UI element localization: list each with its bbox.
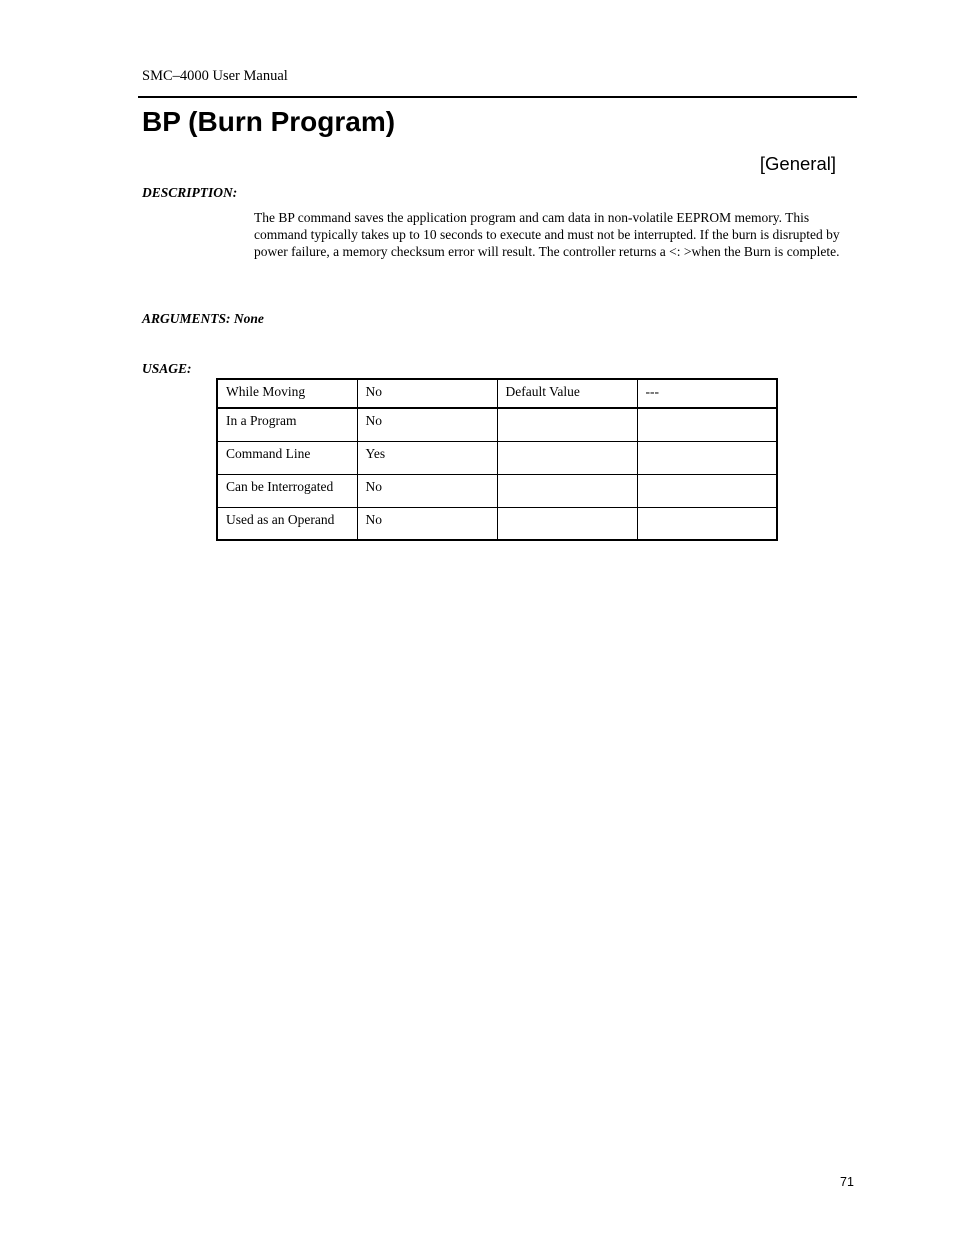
table-row	[217, 441, 777, 474]
table-cell	[637, 441, 777, 474]
table-cell: Command Line	[217, 441, 357, 474]
page-number: 71	[840, 1175, 854, 1189]
table-cell: No	[357, 408, 497, 441]
table-cell	[497, 474, 637, 507]
table-cell	[497, 507, 637, 540]
header-rule	[138, 96, 857, 98]
table-row	[217, 474, 777, 507]
arguments-label: ARGUMENTS: None	[142, 311, 264, 326]
table-cell	[497, 441, 637, 474]
table-cell: No	[357, 507, 497, 540]
table-row	[217, 507, 777, 540]
table-row	[217, 408, 777, 441]
table-cell	[637, 408, 777, 441]
table-cell: ---	[637, 379, 777, 408]
table-cell: No	[357, 379, 497, 408]
usage-label: USAGE:	[142, 361, 192, 376]
table-cell: Yes	[357, 441, 497, 474]
running-header: SMC–4000 User Manual	[142, 68, 288, 84]
table-cell	[637, 507, 777, 540]
table-cell: Default Value	[497, 379, 637, 408]
table-cell: While Moving	[217, 379, 357, 408]
table-cell	[497, 408, 637, 441]
table-cell	[637, 474, 777, 507]
description-text: The BP command saves the application program and cam data in non-volatile EEPROM memory. This command typically takes up to 10 seconds to execute and must not be interrupted. If the burn is disrupted by power failure, a memory checksum error will result. The controller returns a <: >when the Burn is complete.	[254, 210, 840, 259]
page-title: BP (Burn Program)	[142, 106, 396, 137]
description-label: DESCRIPTION:	[142, 185, 238, 200]
table-cell: Can be Interrogated	[217, 474, 357, 507]
usage-table	[216, 378, 778, 541]
table-row	[217, 379, 777, 408]
table-cell: In a Program	[217, 408, 357, 441]
table-cell: No	[357, 474, 497, 507]
command-category: [General]	[759, 153, 836, 174]
table-cell: Used as an Operand	[217, 507, 357, 540]
